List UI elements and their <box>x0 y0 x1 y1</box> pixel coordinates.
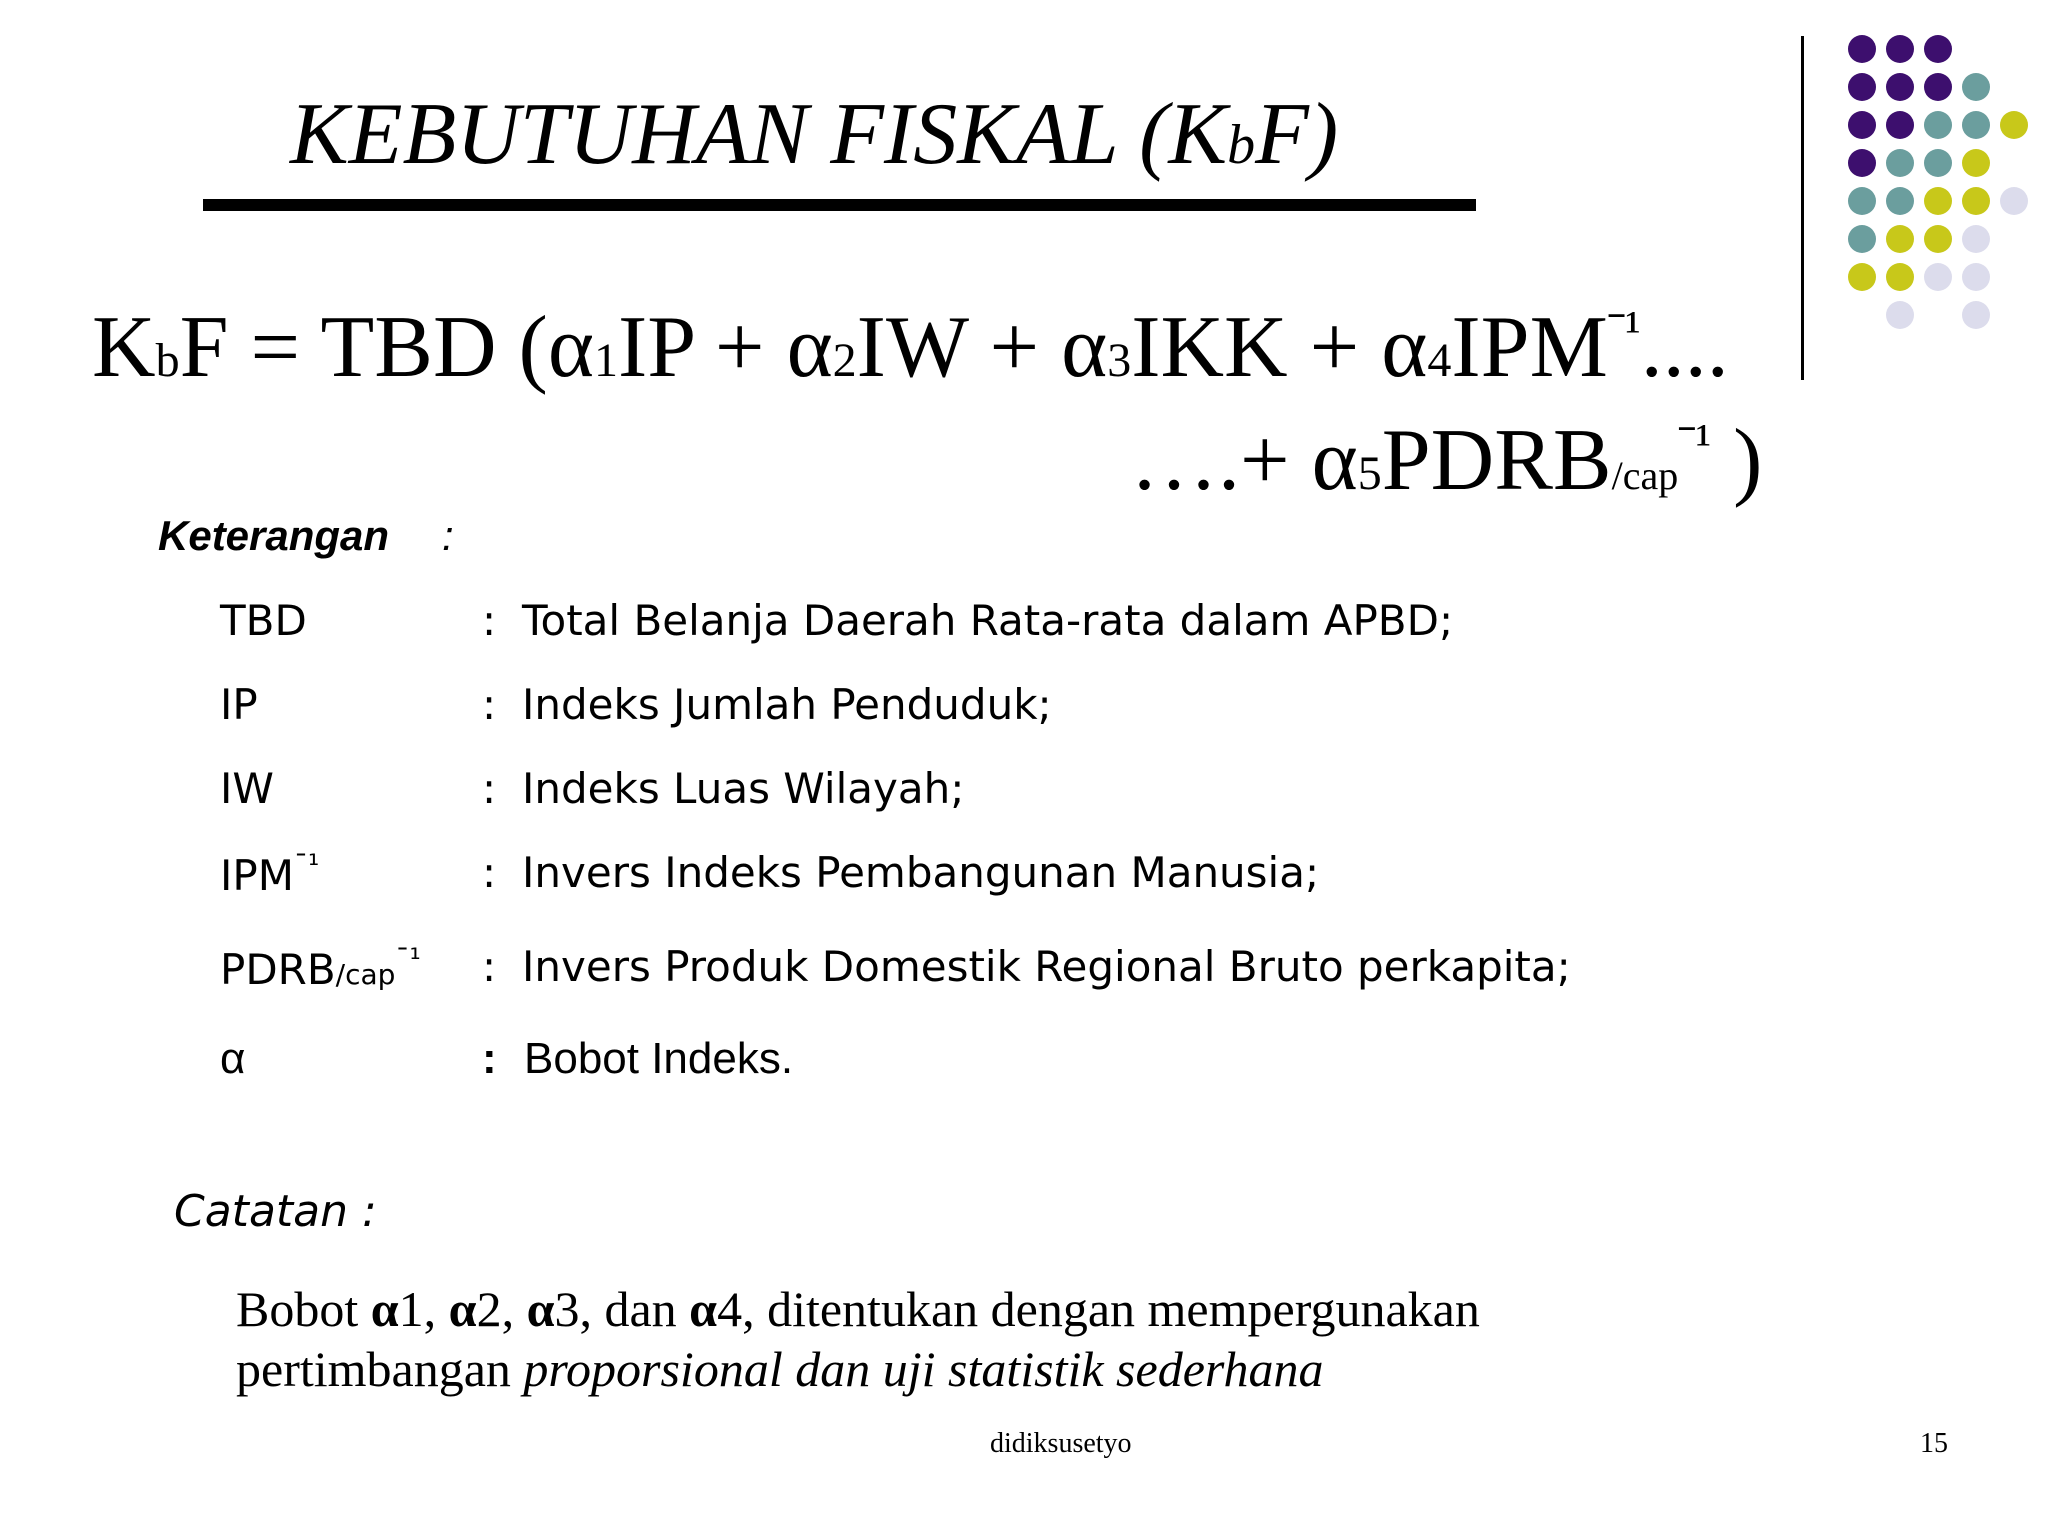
decorative-dot <box>1886 111 1914 139</box>
decorative-dot <box>1924 187 1952 215</box>
decorative-dot <box>1962 225 1990 253</box>
vertical-divider <box>1801 36 1804 380</box>
definition-row <box>0 1034 2048 1104</box>
formula-ellipsis: .... <box>1640 299 1729 396</box>
definition-term: TBD <box>220 596 307 645</box>
note-alpha: α <box>448 1281 477 1337</box>
formula-sub-b: b <box>155 334 180 387</box>
page-number: 15 <box>1920 1428 1948 1459</box>
formula-k: K <box>92 299 156 396</box>
note-alpha: α <box>526 1281 555 1337</box>
formula-line-2 <box>1130 393 1762 526</box>
title-text-end: F) <box>1255 86 1339 183</box>
formula-close-paren: ) <box>1711 412 1763 509</box>
decorative-dot <box>1848 73 1876 101</box>
formula-line-1 <box>92 280 1729 411</box>
formula-text: IPM <box>1451 299 1608 396</box>
formula-text: ….+ α <box>1130 412 1358 509</box>
term-text: IPM <box>220 851 294 900</box>
definition-row <box>0 596 2048 666</box>
decorative-dot <box>1886 149 1914 177</box>
decorative-dot <box>1886 73 1914 101</box>
decorative-dot <box>1848 225 1876 253</box>
formula-sub: 3 <box>1107 334 1132 387</box>
decorative-dot <box>1848 111 1876 139</box>
definition-row <box>0 764 2048 834</box>
decorative-dot <box>1924 225 1952 253</box>
definition-colon: : <box>482 680 497 729</box>
definition-colon: : <box>482 1034 497 1083</box>
note-line-2 <box>236 1340 1323 1398</box>
note-text: 4, ditentukan dengan mempergunakan <box>717 1281 1480 1337</box>
decorative-dot <box>2000 111 2028 139</box>
definition-colon: : <box>482 596 497 645</box>
decorative-dot <box>1886 225 1914 253</box>
definition-colon: : <box>482 848 497 897</box>
formula-sub: 5 <box>1357 447 1382 500</box>
term-sup: ˉ¹ <box>395 942 421 975</box>
formula-sub: 2 <box>832 334 857 387</box>
note-text: Bobot <box>236 1281 371 1337</box>
definition-desc: Bobot Indeks. <box>524 1034 794 1083</box>
decorative-dot <box>1848 35 1876 63</box>
note-text: 1, <box>398 1281 449 1337</box>
decorative-dot <box>1924 263 1952 291</box>
formula-text: F = TBD (α <box>179 299 594 396</box>
formula-text: IKK + α <box>1131 299 1428 396</box>
definition-desc: Indeks Jumlah Penduduk; <box>522 680 1052 729</box>
decorative-dot <box>1886 301 1914 329</box>
definition-term: IP <box>220 680 258 729</box>
decorative-dot <box>1886 263 1914 291</box>
note-text: 3, dan <box>554 1281 690 1337</box>
note-text: pertimbangan <box>236 1341 524 1397</box>
formula-sub: 4 <box>1427 334 1452 387</box>
definition-colon: : <box>482 942 497 991</box>
definition-row <box>0 848 2048 918</box>
formula-text: PDRB <box>1381 412 1612 509</box>
title-text: KEBUTUHAN FISKAL (K <box>290 86 1228 183</box>
term-sup: ˉ¹ <box>293 848 320 881</box>
note-alpha: α <box>689 1281 718 1337</box>
slide-title <box>290 80 1490 190</box>
decorative-dot <box>2000 187 2028 215</box>
definition-row <box>0 942 2048 1012</box>
definition-row <box>0 680 2048 750</box>
definition-desc: Indeks Luas Wilayah; <box>522 764 965 813</box>
keterangan-label: Keterangan <box>158 512 390 559</box>
formula-sub: 1 <box>593 334 618 387</box>
decorative-dot <box>1962 149 1990 177</box>
decorative-dot <box>1924 73 1952 101</box>
term-text: PDRB <box>220 945 336 994</box>
keterangan-colon: : <box>442 512 454 559</box>
decorative-dot <box>1848 187 1876 215</box>
definition-term <box>220 848 319 900</box>
definition-desc: Total Belanja Daerah Rata-rata dalam APBD; <box>522 596 1454 645</box>
note-line-1 <box>236 1280 1480 1338</box>
formula-text: IW + α <box>856 299 1108 396</box>
definition-desc: Invers Indeks Pembangunan Manusia; <box>522 848 1320 897</box>
decorative-dot <box>1886 187 1914 215</box>
note-alpha: α <box>370 1281 399 1337</box>
formula-text: IP + α <box>617 299 833 396</box>
decorative-dot <box>1924 35 1952 63</box>
decorative-dot <box>1924 111 1952 139</box>
decorative-dot <box>1962 111 1990 139</box>
formula-sub-cap: /cap <box>1611 453 1679 498</box>
definition-term: IW <box>220 764 274 813</box>
formula-sup: ˉ¹ <box>1678 414 1712 471</box>
note-text: 2, <box>476 1281 527 1337</box>
definition-desc: Invers Produk Domestik Regional Bruto perkapita; <box>522 942 1571 991</box>
title-underline <box>203 199 1476 211</box>
definition-term: α <box>220 1034 246 1083</box>
decorative-dot <box>1924 149 1952 177</box>
term-sub: /cap <box>335 958 396 991</box>
decorative-dot <box>1962 73 1990 101</box>
title-subscript: b <box>1227 114 1256 176</box>
decorative-dot <box>1962 263 1990 291</box>
definition-colon: : <box>482 764 497 813</box>
decorative-dot <box>1848 263 1876 291</box>
decorative-dot <box>1886 35 1914 63</box>
decorative-dot <box>1962 187 1990 215</box>
catatan-label: Catatan : <box>174 1186 377 1237</box>
decorative-dot <box>1962 301 1990 329</box>
footer-author: didiksusetyo <box>990 1428 1132 1459</box>
definition-term <box>220 942 421 994</box>
formula-sup: ˉ¹ <box>1607 301 1641 358</box>
decorative-dot <box>1848 149 1876 177</box>
note-italic-text: proporsional dan uji statistik sederhana <box>523 1341 1324 1397</box>
